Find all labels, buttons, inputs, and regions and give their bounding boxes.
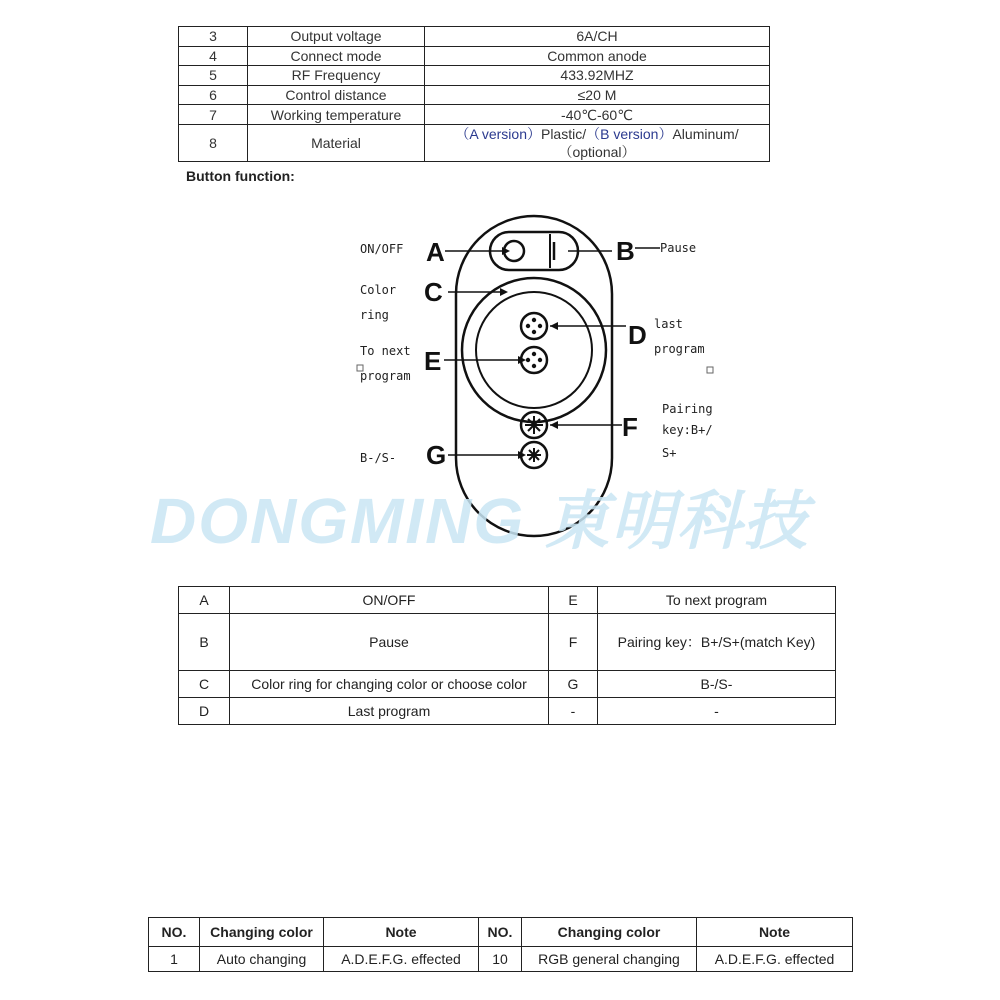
function-desc: - — [598, 698, 836, 725]
cell-no: 10 — [479, 947, 522, 972]
arrow-f — [550, 421, 558, 429]
function-desc: Pause — [230, 614, 549, 671]
function-key: G — [549, 671, 598, 698]
callout-letter-a: A — [426, 237, 445, 267]
spec-value: 6A/CH — [425, 27, 770, 47]
spec-no: 5 — [179, 66, 248, 86]
function-key: D — [179, 698, 230, 725]
spec-no: 4 — [179, 46, 248, 66]
function-key: C — [179, 671, 230, 698]
header-no: NO. — [149, 918, 200, 947]
color-ring — [462, 278, 606, 422]
function-row — [179, 614, 836, 671]
header-no: NO. — [479, 918, 522, 947]
header-changing-color: Changing color — [200, 918, 324, 947]
function-key: - — [549, 698, 598, 725]
function-key: A — [179, 587, 230, 614]
material-plastic: Plastic/ — [540, 125, 587, 142]
header-note: Note — [324, 918, 479, 947]
spec-row — [179, 85, 770, 105]
spec-value: -40℃-60℃ — [425, 105, 770, 125]
label-program-d: program — [654, 342, 705, 356]
cell-changing-color: Auto changing — [200, 947, 324, 972]
spec-value: Common anode — [425, 46, 770, 66]
spec-row — [179, 105, 770, 125]
callout-letter-c: C — [424, 277, 443, 307]
function-row — [179, 671, 836, 698]
small-square-right — [707, 367, 713, 373]
spec-no: 6 — [179, 85, 248, 105]
header-note: Note — [697, 918, 853, 947]
spec-row — [179, 46, 770, 66]
section-title: Button function: — [186, 168, 295, 184]
callout-letter-b: B — [616, 236, 635, 266]
label-pairing: Pairing — [662, 402, 713, 416]
arrow-c — [500, 288, 508, 296]
arrow-d — [550, 322, 558, 330]
callout-letter-g: G — [426, 440, 447, 470]
callout-letter-f: F — [622, 412, 638, 442]
cell-note: A.D.E.F.G. effected — [324, 947, 479, 972]
spec-no: 3 — [179, 27, 248, 47]
label-last: last — [654, 317, 683, 331]
color-table-header — [149, 918, 853, 947]
spec-name: Connect mode — [248, 46, 425, 66]
last-program-button-icon — [521, 313, 547, 339]
spec-name: Control distance — [248, 85, 425, 105]
function-key: B — [179, 614, 230, 671]
material-aluminum: Aluminum/（optional） — [558, 125, 739, 160]
remote-body — [456, 216, 612, 536]
spec-value: ≤20 M — [425, 85, 770, 105]
spec-value: 433.92MHZ — [425, 66, 770, 86]
color-table-row — [149, 947, 853, 972]
spec-name: Material — [248, 124, 425, 161]
function-key: F — [549, 614, 598, 671]
cell-no: 1 — [149, 947, 200, 972]
label-s-plus: S+ — [662, 446, 677, 460]
function-desc: B-/S- — [598, 671, 836, 698]
spec-name: Output voltage — [248, 27, 425, 47]
spec-value-material — [425, 124, 770, 161]
remote-diagram — [350, 212, 730, 577]
spec-no: 8 — [179, 124, 248, 161]
label-program-e: program — [360, 369, 411, 383]
callout-letter-d: D — [628, 320, 647, 350]
spec-table — [178, 26, 770, 162]
function-table — [178, 586, 836, 725]
callout-letter-e: E — [424, 346, 442, 376]
spec-no: 7 — [179, 105, 248, 125]
material-a-version: （A version） — [455, 125, 541, 142]
color-ring-inner — [476, 292, 592, 408]
watermark: DONGMING 東明科技 — [150, 485, 809, 557]
spec-name: Working temperature — [248, 105, 425, 125]
label-on-off: ON/OFF — [360, 242, 404, 256]
spec-row — [179, 66, 770, 86]
material-b-version: （B version） — [586, 125, 673, 142]
spec-row — [179, 124, 770, 161]
function-row — [179, 587, 836, 614]
changing-color-table — [148, 917, 853, 972]
pairing-button-icon — [521, 412, 547, 438]
label-b-s-minus: B-/S- — [360, 451, 397, 465]
header-changing-color: Changing color — [522, 918, 697, 947]
function-desc: Pairing key：B+/S+(match Key) — [598, 614, 836, 671]
function-key: E — [549, 587, 598, 614]
label-color: Color — [360, 283, 397, 297]
function-row — [179, 698, 836, 725]
function-desc: ON/OFF — [230, 587, 549, 614]
cell-note: A.D.E.F.G. effected — [697, 947, 853, 972]
label-key: key:B+/ — [662, 423, 713, 437]
label-ring: ring — [360, 308, 389, 322]
spec-row — [179, 27, 770, 47]
label-pause: Pause — [660, 241, 697, 255]
function-desc: Color ring for changing color or choose color — [230, 671, 549, 698]
function-desc: To next program — [598, 587, 836, 614]
arrow-a — [502, 247, 510, 255]
spec-name: RF Frequency — [248, 66, 425, 86]
cell-changing-color: RGB general changing — [522, 947, 697, 972]
label-to-next: To next — [360, 344, 411, 358]
function-desc: Last program — [230, 698, 549, 725]
